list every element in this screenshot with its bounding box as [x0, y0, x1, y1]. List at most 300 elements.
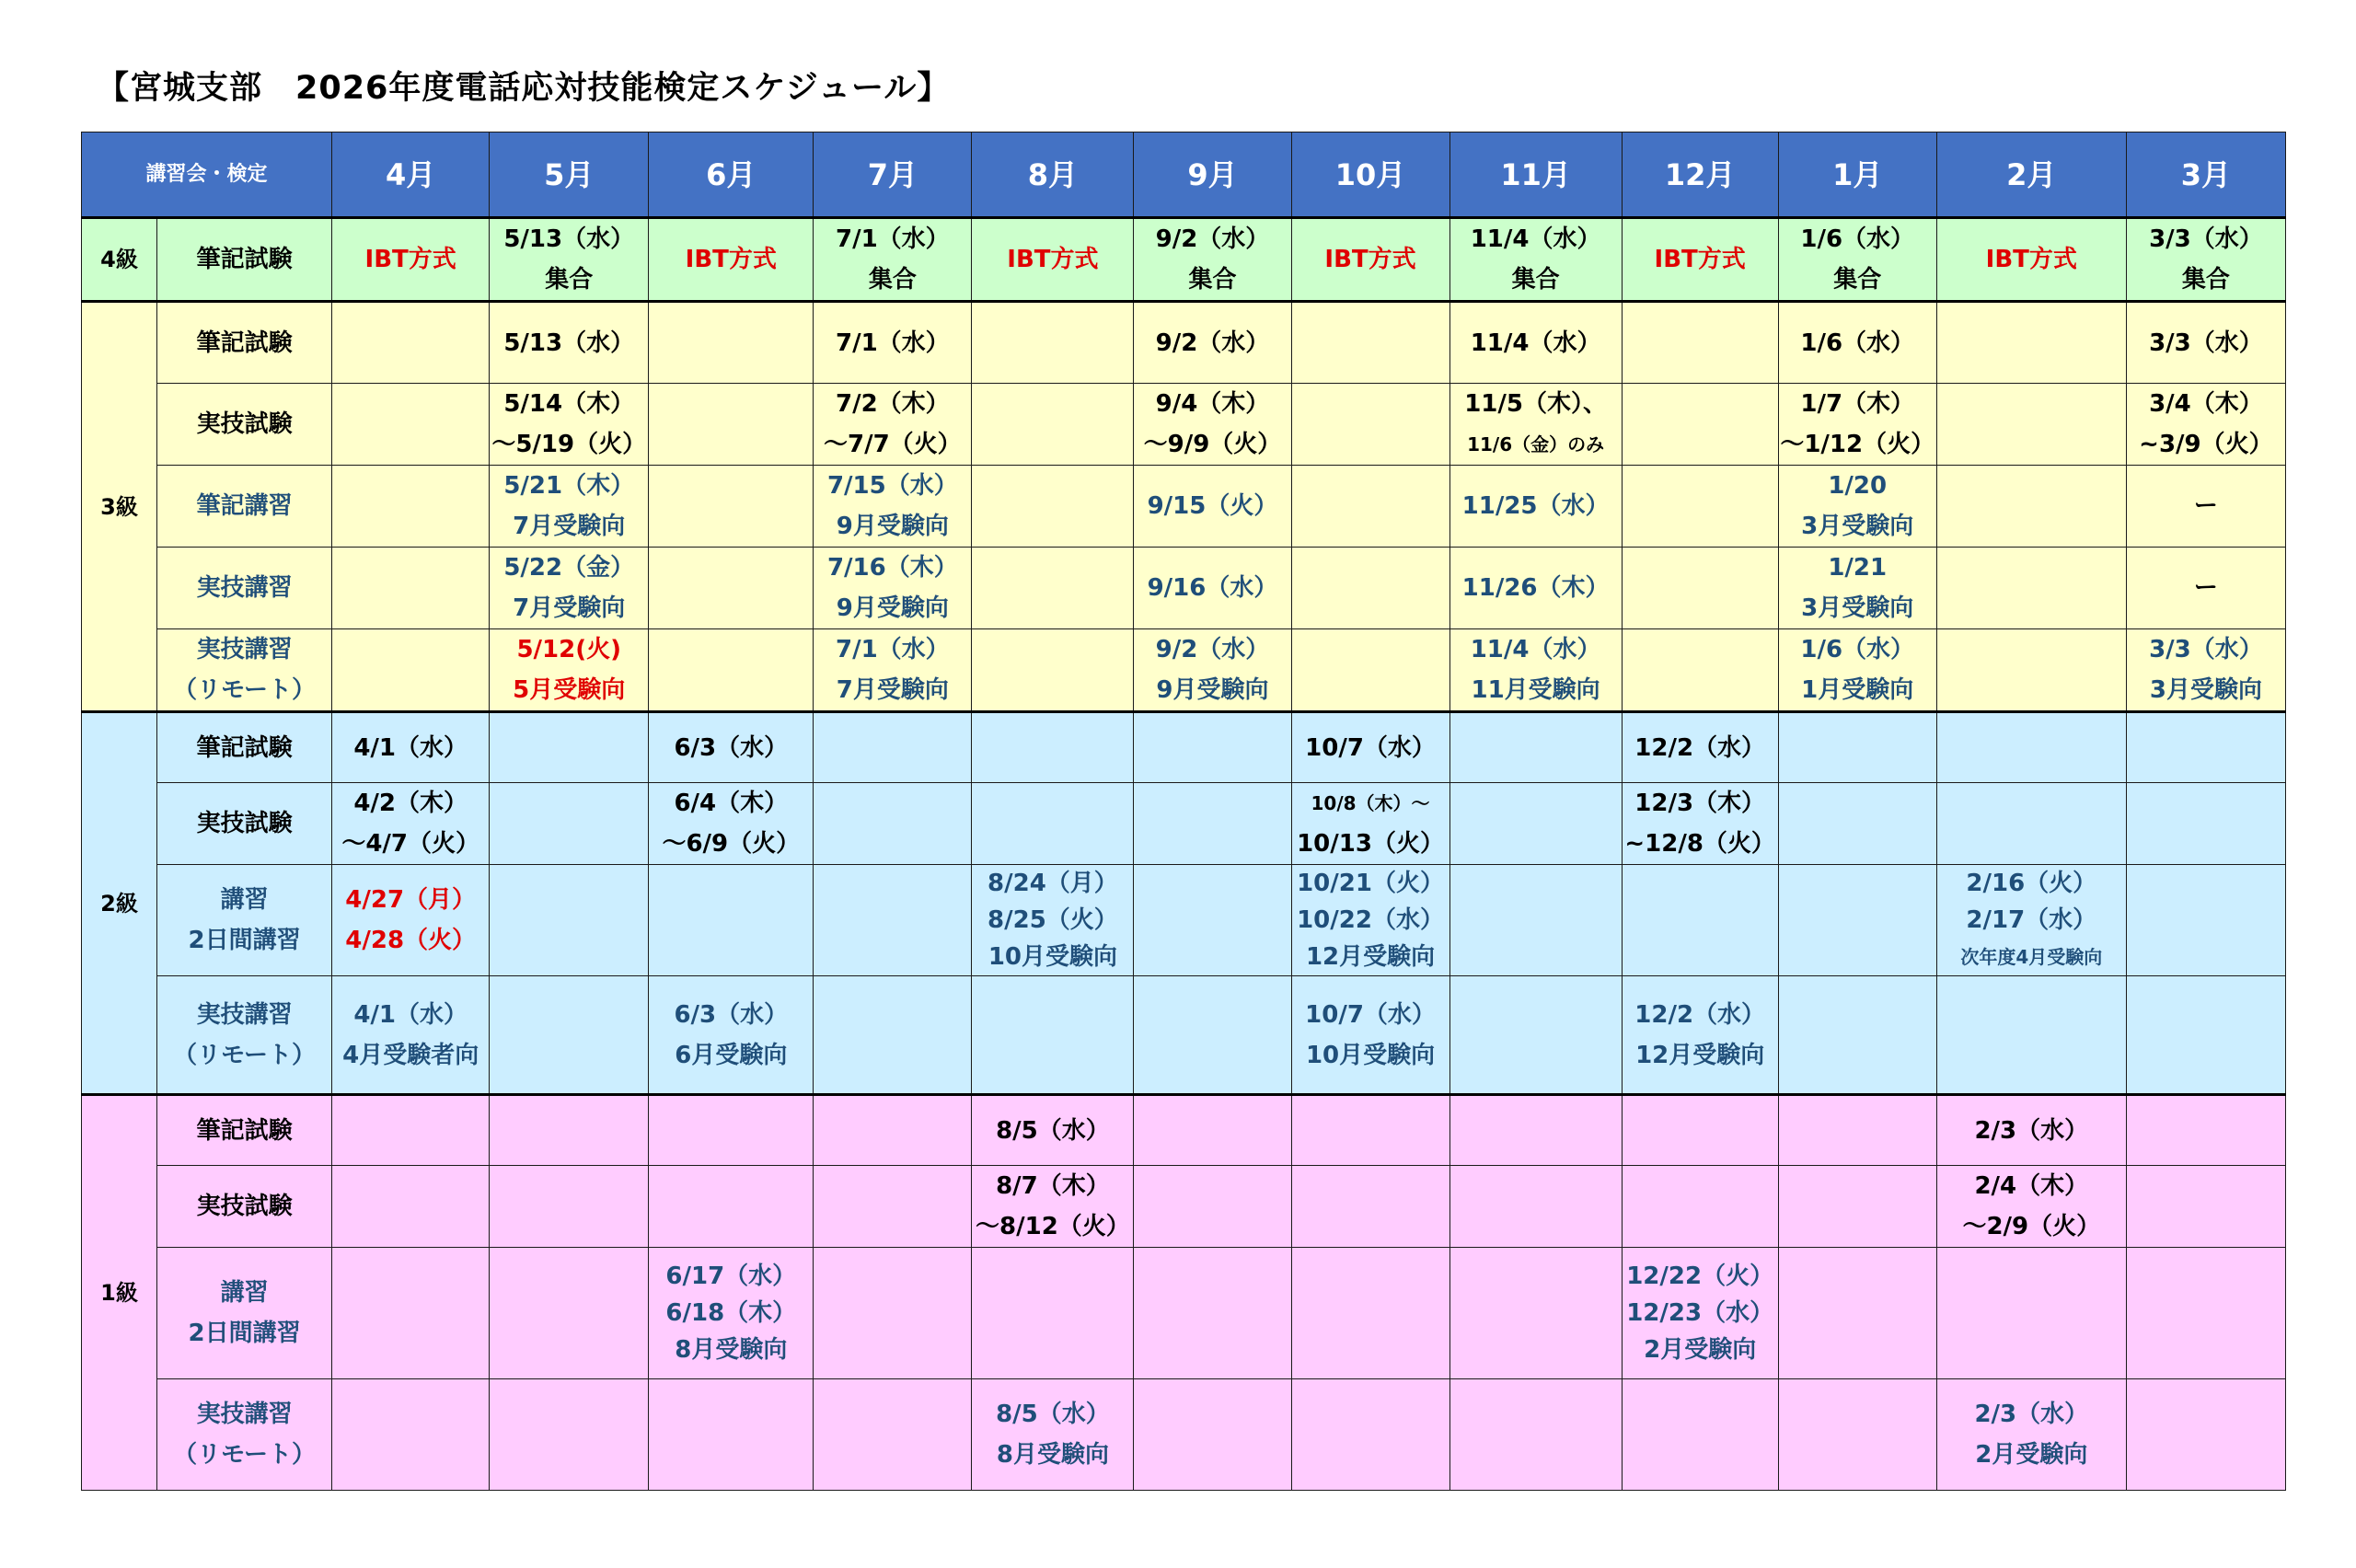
cell-line: 12/23（水） — [1626, 1299, 1774, 1327]
schedule-cell — [332, 1166, 490, 1248]
schedule-cell — [1622, 783, 1778, 865]
cell-line: IBT方式 — [364, 246, 456, 273]
schedule-cell — [1778, 1166, 1936, 1248]
cell-line: 実技試験 — [196, 1193, 293, 1220]
schedule-cell — [1134, 466, 1291, 548]
schedule-cell — [972, 218, 1134, 302]
cell-line: 集合 — [868, 266, 917, 294]
cell-line: 6月受験向 — [675, 1041, 788, 1069]
cell-line: 9/2（水） — [1155, 225, 1270, 253]
schedule-cell — [1449, 1166, 1622, 1248]
schedule-cell — [1449, 712, 1622, 783]
schedule-cell — [1778, 1379, 1936, 1491]
schedule-row — [82, 302, 2286, 384]
schedule-row — [82, 1248, 2286, 1379]
schedule-row — [82, 218, 2286, 302]
schedule-cell — [972, 384, 1134, 466]
cell-line: 実技試験 — [196, 810, 293, 837]
cell-line: ～9/9（火） — [1143, 431, 1282, 458]
schedule-cell — [1291, 384, 1449, 466]
schedule-cell — [2126, 1166, 2285, 1248]
schedule-row — [82, 1379, 2286, 1491]
schedule-cell — [2126, 865, 2285, 976]
row-label — [157, 218, 332, 302]
schedule-cell — [1134, 548, 1291, 629]
cell-line: 8/25（火） — [987, 906, 1118, 934]
cell-line: 5/13（水） — [503, 329, 635, 357]
cell-line: 3/4（木） — [2149, 390, 2263, 418]
schedule-cell — [1291, 302, 1449, 384]
cell-line: 集合 — [1833, 266, 1882, 294]
cell-line: ～1/12（火） — [1780, 431, 1935, 458]
month-header: 5月 — [490, 133, 649, 218]
row-label — [157, 1379, 332, 1491]
schedule-cell — [1449, 548, 1622, 629]
schedule-cell — [332, 629, 490, 712]
cell-line: 10/7（水） — [1305, 1000, 1436, 1029]
cell-line: 5月受験向 — [513, 676, 626, 704]
schedule-cell — [1134, 302, 1291, 384]
cell-line: IBT方式 — [685, 246, 777, 273]
cell-line: 集合 — [1511, 266, 1560, 294]
schedule-cell — [814, 783, 972, 865]
cell-line: 2日間講習 — [188, 1320, 301, 1347]
cell-line: 7/1（水） — [836, 225, 950, 253]
cell-line: 1/20 — [1828, 472, 1888, 500]
schedule-cell — [332, 1379, 490, 1491]
schedule-cell — [332, 865, 490, 976]
schedule-cell — [490, 712, 649, 783]
schedule-cell — [649, 548, 814, 629]
cell-line: （リモート） — [173, 1041, 317, 1069]
schedule-row — [82, 548, 2286, 629]
schedule-cell — [490, 548, 649, 629]
cell-line: 8/5（水） — [996, 1116, 1110, 1145]
schedule-row — [82, 783, 2286, 865]
schedule-cell — [1778, 1095, 1936, 1166]
cell-line: 2月受験向 — [1644, 1336, 1757, 1364]
schedule-cell — [1291, 783, 1449, 865]
schedule-cell — [814, 1166, 972, 1248]
cell-line: 6/3（水） — [674, 1000, 789, 1029]
cell-line: 実技講習 — [196, 574, 293, 602]
schedule-cell — [649, 712, 814, 783]
schedule-cell — [1622, 1166, 1778, 1248]
row-label — [157, 712, 332, 783]
schedule-cell — [1449, 783, 1622, 865]
schedule-cell — [2126, 783, 2285, 865]
cell-line: 12月受験向 — [1635, 1041, 1765, 1069]
schedule-cell — [2126, 1379, 2285, 1491]
month-header: 8月 — [972, 133, 1134, 218]
schedule-cell — [972, 629, 1134, 712]
schedule-cell — [490, 218, 649, 302]
schedule-cell — [490, 1379, 649, 1491]
cell-line: ~3/9（火） — [2139, 431, 2273, 458]
schedule-cell — [1778, 1248, 1936, 1379]
schedule-cell — [1778, 783, 1936, 865]
schedule-cell — [1449, 1379, 1622, 1491]
row-label — [157, 1166, 332, 1248]
schedule-cell — [814, 712, 972, 783]
cell-line: 5/12(火) — [516, 636, 621, 663]
schedule-cell — [1291, 976, 1449, 1095]
cell-line: 11月受験向 — [1471, 676, 1600, 704]
schedule-cell — [972, 1379, 1134, 1491]
schedule-cell — [814, 548, 972, 629]
schedule-cell — [814, 218, 972, 302]
month-header: 1月 — [1778, 133, 1936, 218]
schedule-cell — [1936, 384, 2126, 466]
schedule-cell — [1449, 466, 1622, 548]
schedule-cell — [490, 976, 649, 1095]
cell-line: （リモート） — [173, 676, 317, 704]
schedule-cell — [1936, 629, 2126, 712]
schedule-cell — [1622, 976, 1778, 1095]
month-header: 10月 — [1291, 133, 1449, 218]
row-label — [157, 1095, 332, 1166]
schedule-cell — [972, 976, 1134, 1095]
schedule-cell — [490, 466, 649, 548]
cell-line: 5/13（水） — [503, 225, 635, 253]
schedule-cell — [1449, 302, 1622, 384]
month-header: 3月 — [2126, 133, 2285, 218]
schedule-cell — [649, 302, 814, 384]
schedule-cell — [972, 1095, 1134, 1166]
cell-line: 6/17（水） — [665, 1262, 797, 1290]
schedule-cell — [814, 1248, 972, 1379]
cell-line: 講習 — [220, 886, 269, 914]
schedule-cell — [649, 629, 814, 712]
grade-label: 1級 — [82, 1095, 157, 1491]
schedule-cell — [2126, 302, 2285, 384]
page-title: 【宮城支部 2026年度電話応対技能検定スケジュール】 — [97, 70, 951, 107]
cell-line: 実技講習 — [196, 636, 293, 663]
cell-line: （リモート） — [173, 1441, 317, 1469]
schedule-cell — [1622, 1095, 1778, 1166]
schedule-cell — [1622, 384, 1778, 466]
cell-line: 9/15（火） — [1147, 492, 1278, 520]
cell-line: 実技試験 — [196, 410, 293, 438]
row-label — [157, 466, 332, 548]
schedule-cell — [814, 976, 972, 1095]
schedule-cell — [1291, 466, 1449, 548]
schedule-cell — [1622, 1248, 1778, 1379]
schedule-cell — [1936, 783, 2126, 865]
row-label — [157, 302, 332, 384]
cell-line: 3/3（水） — [2149, 329, 2263, 357]
cell-line: ～8/12（火） — [976, 1213, 1130, 1240]
schedule-cell — [1622, 1379, 1778, 1491]
cell-line: IBT方式 — [1007, 246, 1099, 273]
cell-line: 7月受験向 — [513, 594, 626, 622]
schedule-row — [82, 629, 2286, 712]
schedule-cell — [1778, 218, 1936, 302]
schedule-cell — [814, 302, 972, 384]
schedule-cell — [1778, 548, 1936, 629]
schedule-cell — [972, 1166, 1134, 1248]
schedule-cell — [1778, 712, 1936, 783]
cell-line: 12/22（火） — [1626, 1262, 1774, 1290]
schedule-cell — [1134, 712, 1291, 783]
cell-line: 1/7（木） — [1800, 390, 1915, 418]
cell-line: ～4/7（火） — [341, 830, 479, 858]
cell-line: 7/2（木） — [836, 390, 950, 418]
cell-line: 9/2（水） — [1155, 636, 1270, 663]
cell-line: 3月受験向 — [1801, 594, 1914, 622]
schedule-cell — [814, 1095, 972, 1166]
schedule-cell — [1449, 976, 1622, 1095]
schedule-cell — [649, 1248, 814, 1379]
schedule-row — [82, 865, 2286, 976]
cell-line: 筆記試験 — [196, 329, 293, 357]
schedule-cell — [1622, 865, 1778, 976]
month-header: 11月 — [1449, 133, 1622, 218]
cell-line: 6/3（水） — [674, 733, 789, 762]
schedule-cell — [1936, 976, 2126, 1095]
cell-line: 2/16（火） — [1966, 870, 2097, 897]
schedule-cell — [1449, 629, 1622, 712]
row-label — [157, 548, 332, 629]
schedule-cell — [490, 1166, 649, 1248]
cell-line: 3/3（水） — [2149, 636, 2263, 663]
schedule-cell — [1449, 218, 1622, 302]
schedule-cell — [972, 302, 1134, 384]
schedule-cell — [1936, 1095, 2126, 1166]
schedule-row — [82, 1095, 2286, 1166]
schedule-cell — [1291, 1379, 1449, 1491]
cell-line: 1月受験向 — [1801, 676, 1914, 704]
cell-line: 4/1（水） — [353, 733, 468, 762]
schedule-cell — [1291, 1095, 1449, 1166]
grade-label: 4級 — [82, 218, 157, 302]
schedule-cell — [332, 783, 490, 865]
schedule-cell — [649, 1379, 814, 1491]
schedule-cell — [814, 466, 972, 548]
schedule-cell — [332, 1095, 490, 1166]
schedule-cell — [2126, 548, 2285, 629]
cell-line: 筆記試験 — [196, 246, 293, 273]
schedule-cell — [1134, 865, 1291, 976]
cell-line: 1/6（水） — [1800, 329, 1915, 357]
schedule-cell — [1936, 865, 2126, 976]
cell-line: 9/2（水） — [1155, 329, 1270, 357]
schedule-cell — [2126, 1248, 2285, 1379]
schedule-row — [82, 712, 2286, 783]
cell-line: ー — [2193, 492, 2218, 520]
month-header: 4月 — [332, 133, 490, 218]
cell-line: 実技講習 — [196, 1401, 293, 1428]
cell-line: ～7/7（火） — [824, 431, 962, 458]
schedule-cell — [649, 1166, 814, 1248]
month-header: 9月 — [1134, 133, 1291, 218]
cell-line: 10月受験向 — [1305, 1041, 1436, 1069]
row-label — [157, 384, 332, 466]
schedule-cell — [1291, 629, 1449, 712]
cell-line: 11/25（水） — [1461, 492, 1610, 520]
schedule-cell — [1622, 218, 1778, 302]
schedule-cell — [490, 1095, 649, 1166]
cell-line: 7/1（水） — [836, 636, 950, 663]
month-header: 7月 — [814, 133, 972, 218]
schedule-row — [82, 384, 2286, 466]
cell-line: 9/16（水） — [1147, 574, 1278, 602]
cell-line: 2/4（木） — [1974, 1172, 2089, 1200]
cell-line: 3月受験向 — [1801, 513, 1914, 540]
schedule-cell — [1291, 712, 1449, 783]
cell-line: 8/5（水） — [996, 1401, 1110, 1428]
cell-line: 8月受験向 — [675, 1336, 788, 1364]
cell-line: 10/21（火） — [1297, 870, 1444, 897]
schedule-cell — [814, 629, 972, 712]
cell-line: 6/4（木） — [674, 790, 789, 817]
schedule-row — [82, 976, 2286, 1095]
schedule-cell — [490, 629, 649, 712]
cell-line: 9月受験向 — [836, 513, 949, 540]
cell-line: 集合 — [545, 266, 594, 294]
schedule-cell — [1134, 1248, 1291, 1379]
schedule-cell — [1936, 712, 2126, 783]
schedule-cell — [649, 976, 814, 1095]
schedule-cell — [1936, 1379, 2126, 1491]
schedule-cell — [972, 466, 1134, 548]
cell-line: 2月受験向 — [1975, 1441, 2088, 1469]
cell-line: ～5/19（火） — [491, 431, 647, 458]
schedule-cell — [1291, 865, 1449, 976]
schedule-cell — [490, 865, 649, 976]
schedule-cell — [1134, 1379, 1291, 1491]
schedule-cell — [1936, 548, 2126, 629]
row-label — [157, 783, 332, 865]
cell-line: 筆記試験 — [196, 1116, 293, 1145]
cell-line: 10/13（火） — [1297, 830, 1444, 858]
schedule-cell — [1622, 712, 1778, 783]
cell-line: 5/14（木） — [503, 390, 635, 418]
cell-line: 3月受験向 — [2149, 676, 2262, 704]
cell-line: ～6/9（火） — [662, 830, 801, 858]
schedule-cell — [1134, 1166, 1291, 1248]
cell-line: ～2/9（火） — [1962, 1213, 2101, 1240]
cell-line: 12月受験向 — [1305, 943, 1436, 971]
cell-line: 12/2（水） — [1634, 1000, 1766, 1029]
cell-line: 1/6（水） — [1800, 225, 1915, 253]
cell-line: 5/21（木） — [503, 472, 635, 500]
cell-line: 3/3（水） — [2149, 225, 2263, 253]
schedule-cell — [814, 1379, 972, 1491]
header-row — [82, 133, 2286, 218]
cell-line: 12/2（水） — [1634, 733, 1766, 762]
schedule-cell — [1778, 865, 1936, 976]
schedule-cell — [649, 218, 814, 302]
row-label — [157, 1248, 332, 1379]
schedule-cell — [972, 1248, 1134, 1379]
cell-line: IBT方式 — [1654, 246, 1746, 273]
schedule-cell — [814, 384, 972, 466]
schedule-cell — [972, 783, 1134, 865]
cell-line: ー — [2193, 574, 2218, 602]
schedule-cell — [332, 302, 490, 384]
schedule-cell — [332, 712, 490, 783]
schedule-cell — [332, 466, 490, 548]
schedule-cell — [1622, 548, 1778, 629]
schedule-row — [82, 466, 2286, 548]
schedule-cell — [1778, 976, 1936, 1095]
schedule-cell — [1936, 1166, 2126, 1248]
schedule-cell — [1622, 302, 1778, 384]
grade-label: 3級 — [82, 302, 157, 712]
schedule-cell — [649, 783, 814, 865]
schedule-cell — [814, 865, 972, 976]
schedule-cell — [490, 302, 649, 384]
cell-line: 9月受験向 — [1156, 676, 1269, 704]
cell-line: 12/3（木） — [1634, 790, 1766, 817]
schedule-cell — [1622, 629, 1778, 712]
schedule-cell — [332, 384, 490, 466]
schedule-cell — [649, 1095, 814, 1166]
row-label — [157, 629, 332, 712]
cell-line: 1/21 — [1828, 554, 1888, 582]
schedule-cell — [1449, 1248, 1622, 1379]
schedule-cell — [1291, 548, 1449, 629]
schedule-cell — [1936, 218, 2126, 302]
schedule-cell — [332, 1248, 490, 1379]
month-header: 6月 — [649, 133, 814, 218]
schedule-cell — [1778, 629, 1936, 712]
cell-line: 6/18（木） — [665, 1299, 797, 1327]
schedule-cell — [2126, 384, 2285, 466]
schedule-cell — [1291, 1166, 1449, 1248]
schedule-cell — [1291, 218, 1449, 302]
cell-line: 7/16（木） — [826, 554, 958, 582]
cell-line: 10/22（水） — [1297, 906, 1444, 934]
schedule-cell — [972, 548, 1134, 629]
schedule-cell — [490, 1248, 649, 1379]
schedule-cell — [1134, 384, 1291, 466]
schedule-cell — [2126, 218, 2285, 302]
cell-line: 4/2（木） — [353, 790, 468, 817]
schedule-cell — [649, 384, 814, 466]
schedule-cell — [1291, 1248, 1449, 1379]
cell-line: 7月受験向 — [513, 513, 626, 540]
schedule-cell — [1936, 466, 2126, 548]
schedule-cell — [1449, 1095, 1622, 1166]
schedule-row — [82, 1166, 2286, 1248]
schedule-cell — [1936, 1248, 2126, 1379]
cell-line: 1/6（水） — [1800, 636, 1915, 663]
schedule-cell — [1778, 302, 1936, 384]
cell-line: 2/3（水） — [1974, 1401, 2089, 1428]
cell-line: 10月受験向 — [987, 943, 1117, 971]
cell-line: 9月受験向 — [836, 594, 949, 622]
schedule-cell — [1134, 218, 1291, 302]
cell-line: 5/22（金） — [503, 554, 635, 582]
cell-line: 集合 — [1188, 266, 1237, 294]
cell-line: 4/1（水） — [353, 1000, 468, 1029]
cell-line: 11/4（水） — [1470, 329, 1601, 357]
cell-line: 7月受験向 — [836, 676, 949, 704]
month-header: 2月 — [1936, 133, 2126, 218]
schedule-cell — [2126, 1095, 2285, 1166]
cell-line: 筆記試験 — [196, 733, 293, 762]
schedule-cell — [1449, 384, 1622, 466]
header-label: 講習会・検定 — [82, 133, 332, 218]
schedule-cell — [1134, 976, 1291, 1095]
cell-line: 8/24（月） — [987, 870, 1118, 897]
row-label — [157, 865, 332, 976]
schedule-cell — [2126, 629, 2285, 712]
cell-line: 11/6（金）のみ — [1467, 433, 1605, 455]
schedule-cell — [332, 548, 490, 629]
